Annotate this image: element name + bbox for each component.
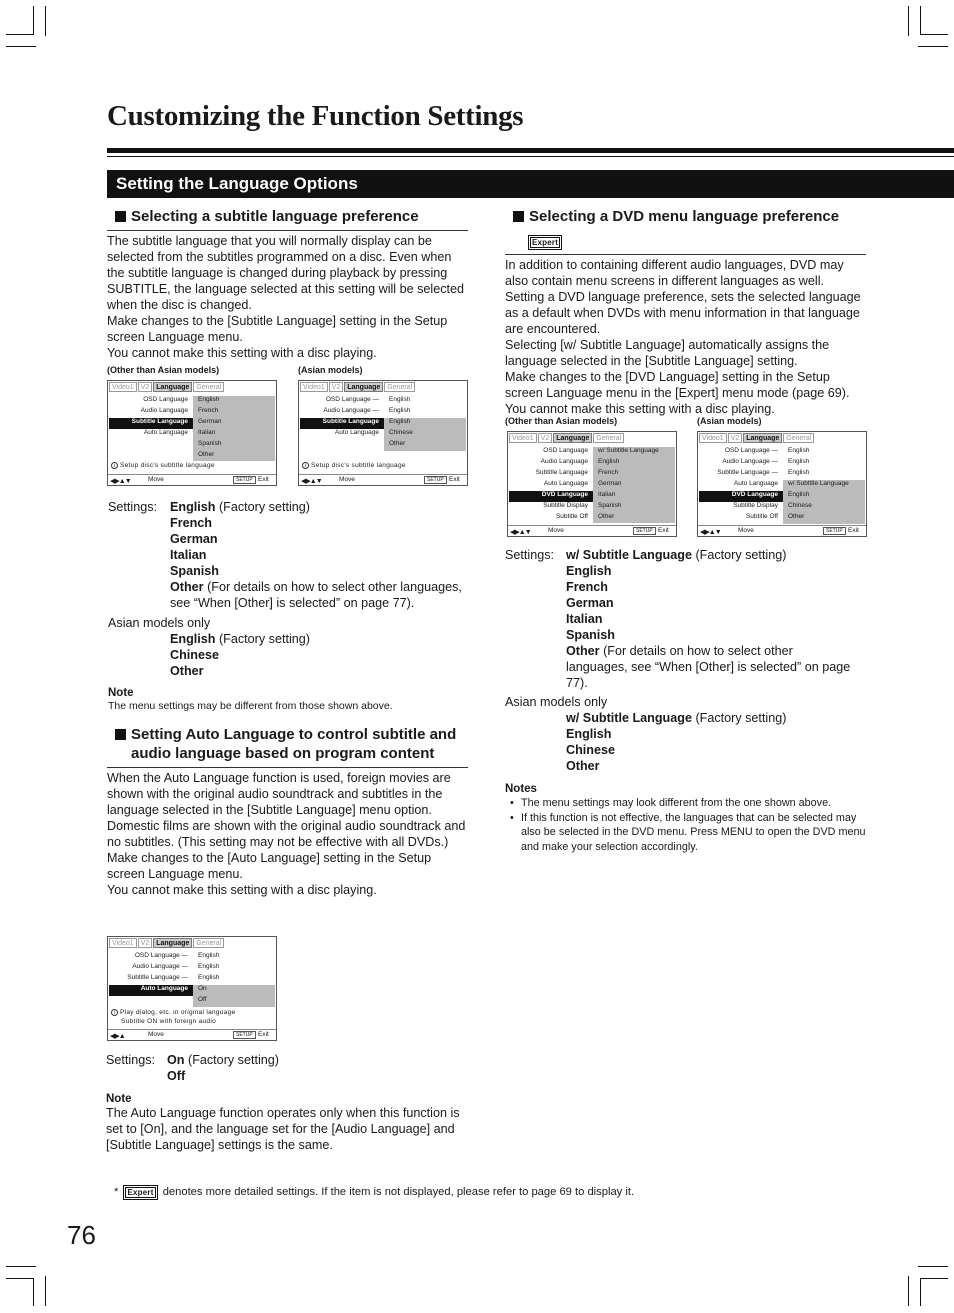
osd-option: English <box>389 418 411 425</box>
osd-tab-video1: Video1 <box>300 382 328 392</box>
notes-heading: Notes <box>505 783 537 795</box>
osd-label: Auto Language <box>334 429 379 436</box>
paragraph: You cannot make this setting with a disc playing. <box>505 402 775 416</box>
auto-language-body <box>107 770 468 898</box>
subtitle-pref-body <box>107 233 468 361</box>
expert-footnote <box>114 1186 634 1198</box>
arrow-keys-icon: ◀▶▲ <box>110 1033 125 1040</box>
osd-label: Subtitle Language <box>535 469 588 476</box>
osd-exit: Exit <box>658 527 669 534</box>
osd-option: Italian <box>598 491 616 498</box>
model-label-other: (Other than Asian models) <box>107 365 220 375</box>
osd-label: OSD Language — <box>134 952 188 959</box>
osd-setup-key: SETUP <box>633 527 656 535</box>
osd-label: Subtitle Language — <box>127 974 188 981</box>
osd-setup-key: SETUP <box>823 527 846 535</box>
setting-note: (For details on how to select other languages, <box>203 580 462 594</box>
notes-list <box>505 796 867 854</box>
settings-label: Settings: <box>108 500 158 514</box>
osd-label: Audio Language <box>540 458 588 465</box>
setting-option: Chinese <box>566 743 615 757</box>
osd-tab-language: Language <box>344 382 383 392</box>
section-heading: Setting the Language Options <box>107 170 954 198</box>
heading-rule <box>107 230 468 231</box>
osd-label: Audio Language — <box>132 963 188 970</box>
osd-footer <box>299 474 467 485</box>
osd-label: Audio Language — <box>323 407 379 414</box>
osd-label: DVD Language <box>731 491 778 498</box>
note-text: The menu settings may be different from those shown above. <box>108 700 393 712</box>
osd-option: Other <box>788 513 805 520</box>
paragraph: Selecting [w/ Subtitle Language] automatically assigns the language selected in the [Subtitle Language] setting. <box>505 338 830 368</box>
setting-option: Spanish <box>566 628 615 642</box>
asian-only-label: Asian models only <box>108 616 211 630</box>
square-bullet-icon <box>115 211 126 222</box>
osd-value: English <box>198 963 220 970</box>
heading-rule <box>505 254 866 255</box>
setting-option: Off <box>167 1069 186 1083</box>
crop-mark <box>920 1278 948 1279</box>
osd-tabs <box>300 382 416 392</box>
crop-mark <box>45 1276 46 1306</box>
osd-tabs <box>109 382 225 392</box>
setting-option: Other <box>566 759 600 773</box>
osd-label: Auto Language <box>543 480 588 487</box>
dvd-menu-settings <box>505 547 870 777</box>
setting-option: On <box>167 1053 185 1067</box>
setting-note: (Factory setting) <box>184 1053 279 1067</box>
asian-only-label: Asian models only <box>505 695 608 709</box>
setting-option: Italian <box>170 548 207 562</box>
osd-value: English <box>198 974 220 981</box>
expert-badge: Expert <box>127 1188 154 1197</box>
osd-label: Subtitle Language <box>322 418 379 425</box>
page-title: Customizing the Function Settings <box>107 100 524 132</box>
osd-value: English <box>389 407 411 414</box>
osd-option: English <box>598 458 620 465</box>
auto-language-section <box>107 725 468 898</box>
osd-tabs <box>109 938 225 948</box>
dvd-menu-notes <box>505 783 867 854</box>
setting-option: French <box>170 516 212 530</box>
osd-option: English <box>788 491 810 498</box>
heading-rule <box>107 767 468 768</box>
model-label-asian: (Asian models) <box>298 365 363 375</box>
osd-tab-language: Language <box>553 433 592 443</box>
setting-option: Italian <box>566 612 603 626</box>
info-icon: i <box>302 462 309 469</box>
auto-language-settings <box>106 1052 406 1086</box>
osd-tab-language: Language <box>743 433 782 443</box>
osd-setup-key: SETUP <box>233 476 256 484</box>
osd-message: i Setup disc's subtitle language <box>302 462 406 469</box>
osd-label: Subtitle Language <box>131 418 188 425</box>
setting-option: English <box>566 727 612 741</box>
osd-option: Italian <box>198 429 216 436</box>
crop-mark <box>33 6 34 34</box>
osd-tab-v2: V2 <box>329 382 344 392</box>
osd-auto-language <box>107 936 277 1041</box>
osd-value: English <box>198 952 220 959</box>
setting-note: (Factory setting) <box>691 548 787 562</box>
osd-label: OSD Language — <box>724 447 778 454</box>
crop-mark <box>33 1278 34 1306</box>
osd-setup-key: SETUP <box>233 1031 256 1039</box>
setting-option: w/ Subtitle Language <box>566 548 692 562</box>
osd-message: i Setup disc's subtitle language <box>111 462 215 469</box>
setting-option: Spanish <box>170 564 219 578</box>
osd-label: OSD Language <box>543 447 588 454</box>
osd-option: Off <box>198 996 207 1003</box>
setting-note: (Factory setting) <box>215 500 310 514</box>
osd-tabs <box>509 433 625 443</box>
paragraph: You cannot make this setting with a disc playing. <box>107 883 377 897</box>
osd-footer <box>108 474 276 485</box>
osd-label: Audio Language — <box>722 458 778 465</box>
osd-value: English <box>788 469 810 476</box>
paragraph: The subtitle language that you will normally display can be selected from the subtitles programmed on a disc. Even when the subtitle language is changed during playback by pressing SUBTITLE, the language selected at this setting will be selected when the disc is changed. <box>107 234 465 312</box>
setting-option: English <box>566 564 612 578</box>
osd-label: Auto Language <box>140 985 188 992</box>
setting-option: French <box>566 580 608 594</box>
crop-mark <box>908 6 909 36</box>
info-icon: i <box>111 462 118 469</box>
osd-value: English <box>389 396 411 403</box>
setting-note: (Factory setting) <box>215 632 310 646</box>
crop-mark <box>918 46 948 47</box>
crop-mark <box>6 46 36 47</box>
osd-option: w/ Subtitle Language <box>598 447 659 454</box>
osd-option: French <box>598 469 619 476</box>
osd-footer <box>108 1029 276 1040</box>
crop-mark <box>6 34 34 35</box>
osd-tab-language: Language <box>153 938 192 948</box>
subtitle-pref-section <box>107 207 468 361</box>
auto-language-heading: Setting Auto Language to control subtitle and audio language based on program content <box>107 725 468 763</box>
crop-mark <box>920 6 921 34</box>
osd-option: w/ Subtitle Language <box>788 480 849 487</box>
osd-exit: Exit <box>449 476 460 483</box>
osd-move: Move <box>148 476 164 483</box>
setting-note: see “When [Other] is selected” on page 77). <box>170 596 415 610</box>
dvd-menu-section <box>505 207 866 417</box>
osd-label: OSD Language <box>143 396 188 403</box>
osd-option: German <box>598 480 622 487</box>
osd-tab-v2: V2 <box>138 382 153 392</box>
osd-label: Audio Language <box>140 407 188 414</box>
osd-option: Other <box>598 513 615 520</box>
crop-mark <box>920 34 948 35</box>
osd-tab-language: Language <box>153 382 192 392</box>
osd-tab-video1: Video1 <box>109 382 137 392</box>
osd-label: OSD Language — <box>325 396 379 403</box>
note-heading: Note <box>106 1093 132 1105</box>
setting-option: Other <box>170 664 204 678</box>
osd-label: Subtitle Language — <box>717 469 778 476</box>
osd-tab-general: General <box>593 433 624 443</box>
osd-tab-v2: V2 <box>138 938 153 948</box>
osd-value: English <box>788 458 810 465</box>
list-item: • If this function is not effective, the languages that can be selected may also be selected in the DVD menu. Press MENU to open the DVD menu and make your selection accordingly. <box>505 811 867 855</box>
footnote-star: * <box>114 1186 119 1198</box>
arrow-keys-icon: ◀▶▲▼ <box>700 529 721 536</box>
osd-move: Move <box>738 527 754 534</box>
crop-mark <box>908 1276 909 1306</box>
title-rule-thin <box>107 156 954 157</box>
osd-tab-general: General <box>193 938 224 948</box>
setting-option: w/ Subtitle Language <box>566 711 692 725</box>
crop-mark <box>918 1266 948 1267</box>
osd-setup-key: SETUP <box>424 476 447 484</box>
osd-option: Spanish <box>198 440 222 447</box>
osd-move: Move <box>148 1031 164 1038</box>
list-item: • The menu settings may look different from the one shown above. <box>505 796 867 811</box>
osd-option: Other <box>198 451 215 458</box>
arrow-keys-icon: ◀▶▲▼ <box>301 478 322 485</box>
setting-option: English <box>170 500 216 514</box>
osd-label: Subtitle Display <box>733 502 778 509</box>
setting-note: languages, see “When [Other] is selected” on page 77). <box>566 660 851 690</box>
crop-mark <box>920 1278 921 1306</box>
setting-option: German <box>170 532 218 546</box>
info-icon: i <box>111 1009 118 1016</box>
osd-option: French <box>198 407 219 414</box>
expert-badge: Expert <box>532 238 559 247</box>
osd-value: English <box>788 447 810 454</box>
paragraph: Make changes to the [Subtitle Language] setting in the Setup screen Language menu. <box>107 314 448 344</box>
note-heading: Note <box>108 687 134 699</box>
osd-label: DVD Language <box>541 491 588 498</box>
model-label-other: (Other than Asian models) <box>505 416 618 426</box>
osd-move: Move <box>548 527 564 534</box>
crop-mark <box>6 1278 34 1279</box>
osd-option: Spanish <box>598 502 622 509</box>
osd-label: Subtitle Off <box>555 513 588 520</box>
model-label-asian: (Asian models) <box>697 416 762 426</box>
osd-label: Subtitle Off <box>745 513 778 520</box>
arrow-keys-icon: ◀▶▲▼ <box>510 529 531 536</box>
osd-tab-general: General <box>384 382 415 392</box>
osd-footer <box>698 525 866 536</box>
page-number: 76 <box>67 1220 96 1250</box>
osd-subtitle-other <box>107 380 277 486</box>
osd-exit: Exit <box>258 476 269 483</box>
dvd-menu-heading: Selecting a DVD menu language preference <box>505 207 866 226</box>
setting-option: Other <box>566 644 600 658</box>
osd-option: Chinese <box>389 429 413 436</box>
osd-subtitle-asian <box>298 380 468 486</box>
osd-exit: Exit <box>258 1031 269 1038</box>
osd-tab-v2: V2 <box>728 433 743 443</box>
settings-label: Settings: <box>106 1053 156 1067</box>
crop-mark <box>45 6 46 36</box>
paragraph: Make changes to the [DVD Language] setting in the Setup screen Language menu in the [Expert] menu mode (page 69). <box>505 370 850 400</box>
settings-label: Settings: <box>505 548 555 562</box>
setting-note: (For details on how to select other <box>599 644 793 658</box>
title-rule <box>107 148 954 153</box>
osd-dvd-asian <box>697 431 867 537</box>
osd-move: Move <box>339 476 355 483</box>
osd-label: Auto Language <box>143 429 188 436</box>
dvd-menu-body <box>505 257 866 417</box>
osd-option: Other <box>389 440 406 447</box>
paragraph: In addition to containing different audio languages, DVD may also contain menu screens in different languages as well. Setting a DVD language preference, sets the selected language as a default when DVDs with menu information in that language are encountered. <box>505 258 861 336</box>
arrow-keys-icon: ◀▶▲▼ <box>110 478 131 485</box>
setting-note: (Factory setting) <box>691 711 787 725</box>
osd-option: On <box>198 985 207 992</box>
square-bullet-icon <box>115 729 126 740</box>
osd-footer <box>508 525 676 536</box>
osd-tab-general: General <box>783 433 814 443</box>
osd-tabs <box>699 433 815 443</box>
osd-message: i Play dialog, etc. in original language Subtitle ON with foreign audio <box>111 1008 235 1026</box>
osd-label: Subtitle Display <box>543 502 588 509</box>
footnote-text: denotes more detailed settings. If the item is not displayed, please refer to page 69 to display it. <box>162 1186 635 1198</box>
crop-mark <box>6 1266 36 1267</box>
osd-option: German <box>198 418 222 425</box>
paragraph: You cannot make this setting with a disc playing. <box>107 346 377 360</box>
osd-tab-video1: Video1 <box>109 938 137 948</box>
setting-option: Other <box>170 580 204 594</box>
osd-tab-v2: V2 <box>538 433 553 443</box>
osd-label: Auto Language <box>733 480 778 487</box>
setting-option: English <box>170 632 216 646</box>
osd-exit: Exit <box>848 527 859 534</box>
subtitle-settings <box>108 499 470 681</box>
subtitle-pref-heading: Selecting a subtitle language preference <box>107 207 468 226</box>
square-bullet-icon <box>513 211 524 222</box>
osd-dvd-other <box>507 431 677 537</box>
auto-language-note <box>106 1093 468 1153</box>
osd-option: English <box>198 396 220 403</box>
setting-option: Chinese <box>170 648 219 662</box>
paragraph: Make changes to the [Auto Language] setting in the Setup screen Language menu. <box>107 851 432 881</box>
osd-tab-general: General <box>193 382 224 392</box>
osd-tab-video1: Video1 <box>699 433 727 443</box>
setting-option: German <box>566 596 614 610</box>
osd-option: Chinese <box>788 502 812 509</box>
subtitle-note <box>108 687 468 714</box>
osd-tab-video1: Video1 <box>509 433 537 443</box>
note-text: The Auto Language function operates only when this function is set to [On], and the language set for the [Audio Language] and [Subtitle Language] settings is the same. <box>106 1106 460 1152</box>
paragraph: When the Auto Language function is used, foreign movies are shown with the original audio soundtrack and subtitles in the language selected in the [Subtitle Language] menu option. Domestic films are shown with the original audio soundtrack and no subtitles. (This setting may not be effective with all DVDs.) <box>107 771 466 849</box>
